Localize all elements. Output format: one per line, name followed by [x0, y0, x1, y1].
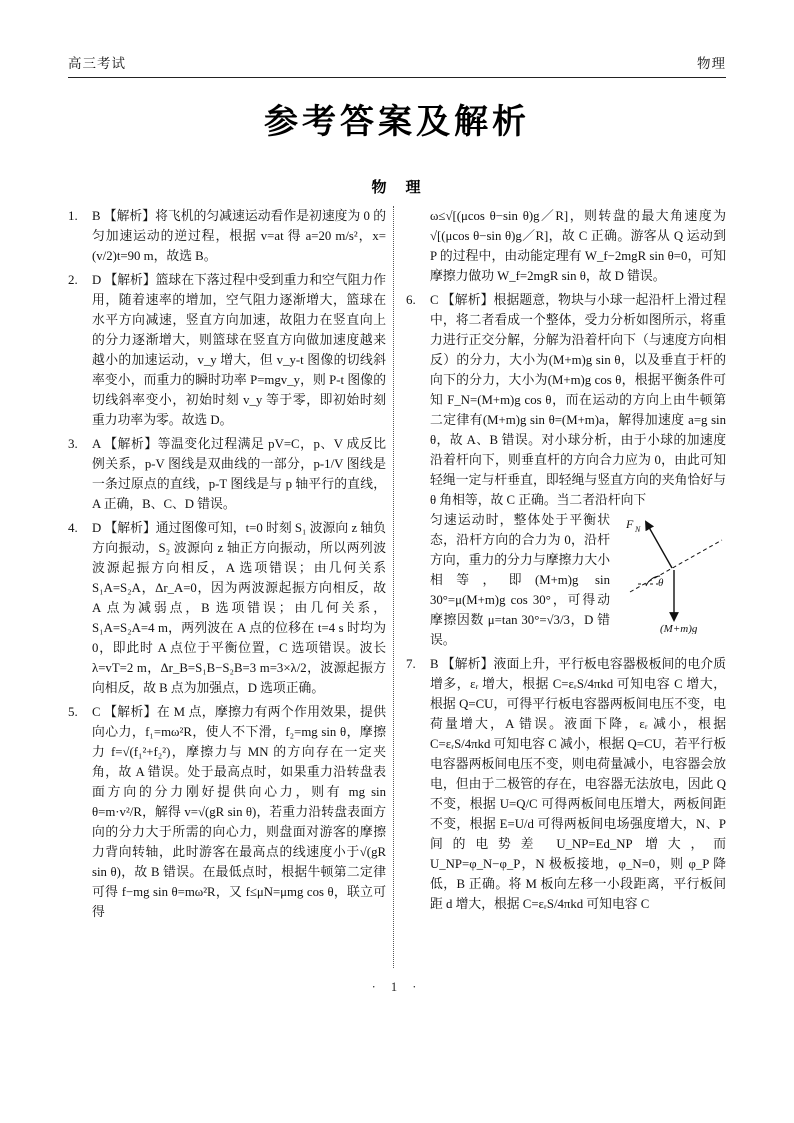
solution-text-run: B 【解析】液面上升，平行板电容器极板间的电介质增多，εᵣ 增大，根据 C=εᵣS/4πkd 可知电容 C 增大，根据 Q=CU，可得平行板电容器两板间电压不变，电荷量增大，A 错误。液面下降，εᵣ 减小，根据 C=εᵣS/4πkd 可知电容 C 减小，根据 Q=CU，若平行板电容器两板间电压不变，则电荷量减小，电容器会放电，但由于二极管的存在，电容器无法放电，因此 Q 不变，根据 U=Q/C 可得两板间电压增大，两板间距不变，根据 E=U/d 可得两板间电场强度增大，N、P 间的电势差 U_NP=Ed_NP 增大，而 U_NP=φ_N−φ_P，N 极板接地，φ_N=0，则 φ_P 降低，B 正确。将 M 板向左移一小段距离，平行板间距 d 增大，根据 C=εᵣS/4πkd 可知电容 C	[430, 657, 726, 911]
solution-item	[406, 290, 726, 650]
normal-force-arrow	[646, 522, 672, 568]
item-number: 3.	[68, 436, 78, 451]
solution-text	[430, 206, 726, 286]
rod-dashed-line	[630, 540, 722, 592]
weight-label: (M+m)g	[660, 623, 698, 634]
solution-text-run: A 【解析】等温变化过程满足 pV=C，p、V 成反比例关系，p-V 图线是双曲线的一部分，p-1/V 图线是一条过原点的直线，p-T 图线是与 p 轴平行的直线，A 正确，B、C、D 错误。	[92, 437, 386, 511]
solution-text	[92, 206, 386, 266]
solution-text	[430, 290, 726, 510]
solution-text	[430, 510, 726, 650]
item-number: 4.	[68, 520, 78, 535]
page-header	[68, 52, 726, 72]
force-diagram	[614, 512, 726, 634]
solution-text-run: C 【解析】在 M 点，摩擦力有两个作用效果，提供向心力，f₁=mω²R，使人不下滑，f₂=mg sin θ，摩擦力 f=√(f₁²+f₂²)，摩擦力与 MN 的方向存在一定夹角，故 A 错误。处于最高点时，如果重力沿转盘表面方向的分力刚好提供向心力，则有 mg sin θ=m·v²/R，解得 v=√(gR sin θ)，若重力沿转盘表面方向的分力大于所需的向心力，则盘面对游客的摩擦力背向转轴，此时游客在最高点的线速度小于√(gR sin θ)，故 B 错误。在最低点时，根据牛顿第二定律可得 f−mg sin θ=mω²R，又 f≤μN=μmg cos θ，联立可得	[92, 705, 386, 919]
item-number: 7.	[406, 656, 416, 671]
solution-text	[92, 270, 386, 430]
angle-label: θ	[658, 577, 664, 589]
normal-force-subscript: N	[635, 525, 641, 534]
solution-item	[68, 270, 386, 430]
header-rule	[68, 77, 726, 78]
solution-text	[92, 518, 386, 698]
item-number: 1.	[68, 208, 78, 223]
solution-text-run: B 【解析】将飞机的匀减速运动看作是初速度为 0 的匀加速运动的逆过程，根据 v=at 得 a=20 m/s²，x=(v/2)t=90 m，故选 B。	[92, 209, 386, 263]
solution-item	[68, 518, 386, 698]
normal-force-label: F	[626, 517, 634, 531]
subject-subtitle: 物 理	[371, 178, 423, 196]
solution-text	[430, 654, 726, 914]
item-number	[406, 206, 430, 286]
column-divider	[393, 206, 394, 968]
page-title: 参考答案及解析	[264, 102, 530, 142]
solution-text-run: D 【解析】通过图像可知，t=0 时刻 S₁ 波源向 z 轴负方向振动，S₂ 波源向 z 轴正方向振动，所以两列波波源起振方向相反，A 选项错误；由几何关系 S₁A=S₂A，Δr_A=0，因为两波源起振方向相反，故 A 点为减弱点，B 选项错误；由几何关系，S₁A=S₂A=4 m，两列波在 A 点的位移在 t=4 s 时均为 0，即此时 A 点位于平衡位置，C 选项错误。波长 λ=vT=2 m，Δr_B=S₁B−S₂B=3 m=3×λ/2，波源起振方向相反，故 B 点为加强点，D 选项正确。	[92, 521, 386, 695]
two-column-body	[68, 206, 726, 972]
solution-item	[406, 206, 726, 286]
item-number: 2.	[68, 272, 78, 287]
header-subject: 物理	[697, 56, 726, 71]
solution-text	[92, 702, 386, 922]
solution-item	[68, 206, 386, 266]
solution-text	[92, 434, 386, 514]
item-number: 6.	[406, 292, 416, 307]
force-diagram-svg	[614, 512, 726, 634]
solution-item	[68, 434, 386, 514]
solution-text-run: 匀速运动时，整体处于平衡状态，沿杆方向的合力为 0，沿杆方向，重力的分力与摩擦力大小相等，即(M+m)g sin 30°=μ(M+m)g cos 30°，可得动摩擦因数 μ=tan 30°=√3/3，D 错误。	[430, 513, 610, 647]
solution-text-run: C 【解析】根据题意，物块与小球一起沿杆上滑过程中，将二者看成一个整体，受力分析如图所示，将重力进行正交分解，分解为沿着杆向下（与速度方向相反）的分力，大小为(M+m)g sin θ，以及垂直于杆的向下的分力，大小为(M+m)g cos θ，根据平衡条件可知 F_N=(M+m)g cos θ，而在运动的方向上由牛顿第二定律有(M+m)g sin θ=(M+m)a，解得加速度 a=g sin θ，故 A、B 错误。对小球分析，由于小球的加速度沿着杆向下，则垂直杆的方向合力应为 0，由此可知轻绳一定与杆垂直，即轻绳与竖直方向的夹角恰好与 θ 角相等，故 C 正确。当二者沿杆向下	[430, 293, 726, 507]
left-column	[68, 206, 386, 972]
header-exam-name: 高三考试	[68, 56, 126, 71]
solution-item	[68, 702, 386, 922]
right-column	[406, 206, 726, 972]
solution-item	[406, 654, 726, 914]
solution-text-run: ω≤√[(μcos θ−sin θ)g／R]，则转盘的最大角速度为√[(μcos θ−sin θ)g／R]，故 C 正确。游客从 Q 运动到 P 的过程中，由动能定理有 W_f−2mgR sin θ=0，可知摩擦力做功 W_f=2mgR sin θ，故 D 错误。	[430, 209, 726, 283]
solution-text-run: D 【解析】篮球在下落过程中受到重力和空气阻力作用，随着速率的增加，空气阻力逐渐增大，篮球在水平方向减速，竖直方向加速，故阻力在竖直向上的分力逐渐增大，则篮球在竖直方向做加速度越来越小的加速运动，v_y 增大，但 v_y-t 图像的切线斜率变小，而重力的瞬时功率 P=mgv_y，则 P-t 图像的切线斜率变小，初始时刻 v_y 等于零，即初始时刻重力功率为零。故选 D。	[92, 273, 386, 427]
item-number: 5.	[68, 704, 78, 719]
page-number: · 1 ·	[371, 980, 423, 994]
